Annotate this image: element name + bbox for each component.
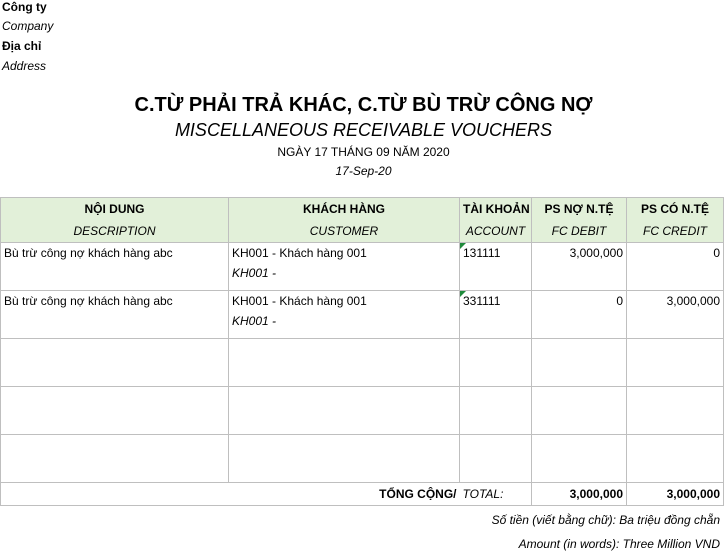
cell-description: Bù trừ công nợ khách hàng abc [1,243,229,291]
cell-credit: 0 [627,243,724,291]
address-label: Địa chỉ [2,39,42,53]
company-value: Company [2,19,54,33]
total-debit: 3,000,000 [532,483,627,506]
cell-customer: KH001 - Khách hàng 001 KH001 - [229,243,460,291]
empty-row [1,435,724,483]
header-account: TÀI KHOẢN ACCOUNT [460,198,532,243]
header-fc-credit: PS CÓ N.TỆ FC CREDIT [627,198,724,243]
cell-credit: 3,000,000 [627,291,724,339]
cell-debit: 3,000,000 [532,243,627,291]
voucher-table [0,197,724,506]
title-vietnamese: C.TỪ PHẢI TRẢ KHÁC, C.TỪ BÙ TRỪ CÔNG NỢ [134,94,593,116]
total-credit: 3,000,000 [627,483,724,506]
total-row [1,483,724,506]
header-row [1,198,724,243]
header-fc-debit: PS NỢ N.TỆ FC DEBIT [532,198,627,243]
company-label: Công ty [2,0,47,14]
cell-description: Bù trừ công nợ khách hàng abc [1,291,229,339]
table-row [1,291,724,339]
cell-account: 131111 [460,243,532,291]
header-customer: KHÁCH HÀNG CUSTOMER [229,198,460,243]
total-label-vi: TỔNG CỘNG/ [1,483,460,506]
title-english: MISCELLANEOUS RECEIVABLE VOUCHERS [174,120,553,140]
cell-note-marker-icon [460,291,466,297]
address-value: Address [2,59,47,73]
table-row [1,243,724,291]
amount-in-words-vi: Số tiền (viết bằng chữ): Ba triệu đồng chẵn [491,513,720,527]
empty-row [1,339,724,387]
cell-debit: 0 [532,291,627,339]
cell-customer: KH001 - Khách hàng 001 KH001 - [229,291,460,339]
date-short: 17-Sep-20 [335,164,392,178]
cell-note-marker-icon [460,243,466,249]
total-label-en: TOTAL: [460,483,532,506]
empty-row [1,387,724,435]
amount-in-words-en: Amount (in words): Three Million VND [518,537,720,551]
cell-account: 331111 [460,291,532,339]
header-description: NỘI DUNG DESCRIPTION [1,198,229,243]
date-vietnamese: NGÀY 17 THÁNG 09 NĂM 2020 [277,145,450,159]
